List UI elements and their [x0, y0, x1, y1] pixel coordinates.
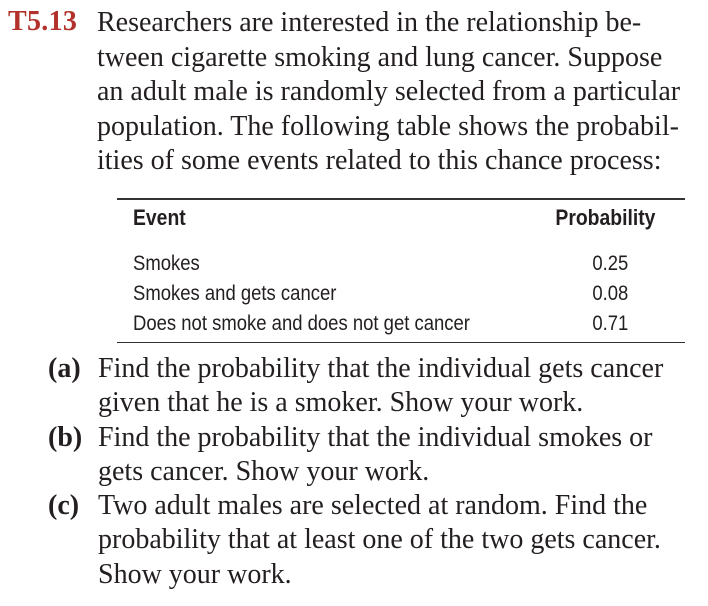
- question-parts: [48, 352, 698, 592]
- part-line: gets cancer. Show your work.: [98, 455, 430, 487]
- table-cell-probability: 0.08: [592, 282, 629, 305]
- question-part-b: [48, 421, 698, 490]
- problem-number: T5.13: [8, 6, 78, 37]
- stem-line: tween cigarette smoking and lung cancer. Suppose: [97, 41, 663, 73]
- table-cell-event: Smokes and gets cancer: [133, 282, 337, 305]
- table-top-rule: [117, 198, 685, 200]
- part-label: (c): [48, 490, 80, 522]
- part-line: Two adult males are selected at random. Find the: [98, 490, 648, 522]
- stem-line: Researchers are interested in the relationship be-: [97, 7, 642, 38]
- table-header-probability: Probability: [555, 205, 656, 230]
- part-line: Find the probability that the individual smokes or: [98, 421, 653, 453]
- stem-line: population. The following table shows the probabil-: [97, 110, 679, 142]
- table-header-event: Event: [133, 205, 186, 230]
- question-part-c: [48, 489, 698, 592]
- stem-line: an adult male is randomly selected from a particular: [97, 76, 681, 107]
- table-cell-event: Does not smoke and does not get cancer: [133, 312, 470, 335]
- part-line: Find the probability that the individual gets cancer: [98, 353, 664, 384]
- table-cell-event: Smokes: [133, 252, 200, 275]
- stem-line: ities of some events related to this chance process:: [97, 145, 662, 176]
- part-line: probability that at least one of the two gets cancer.: [98, 524, 661, 556]
- table-cell-probability: 0.25: [592, 252, 629, 275]
- part-line: given that he is a smoker. Show your work.: [98, 387, 584, 419]
- part-label: (a): [48, 353, 81, 384]
- part-label: (b): [48, 421, 83, 453]
- question-part-a: [48, 352, 698, 421]
- table-row: [133, 312, 670, 342]
- table-bottom-rule: [117, 342, 685, 343]
- table-cell-probability: 0.71: [592, 312, 629, 335]
- problem-stem: [97, 6, 702, 179]
- table-row: [133, 252, 670, 282]
- table-row: [133, 282, 670, 312]
- part-line: Show your work.: [98, 558, 292, 590]
